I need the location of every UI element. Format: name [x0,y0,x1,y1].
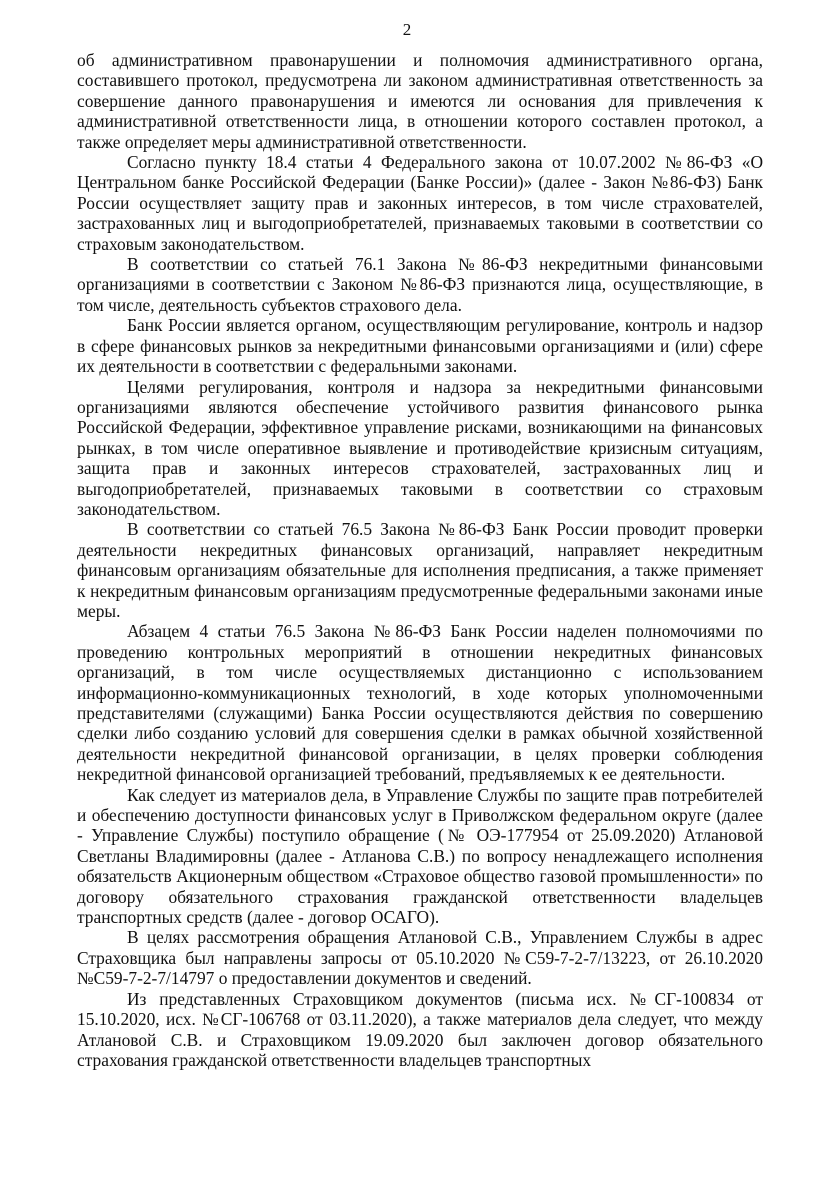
paragraph-truncated: Из представленных Страховщиком документов (письма исх. №СГ-100834 от 15.10.2020, исх. №СГ-106768 от 03.11.2020), а также материалов дела следует, что между Атлановой С.В. и Страховщиком 19.09.2020 был заключен договор обязательного страхования гражданской ответственности владельцев транспортных [77,988,763,1070]
paragraph: В соответствии со статьей 76.5 Закона №86-ФЗ Банк России проводит проверки деятельности некредитных финансовых организаций, направляет некредитным финансовым организациям обязательные для исполнения предписания, а также применяет к некредитным финансовым организациям предусмотренные федеральными законами иные меры. [77,519,763,621]
paragraph-continuation: об административном правонарушении и полномочия административного органа, составившего протокол, предусмотрена ли законом административная ответственность за совершение данного правонарушения и имеются ли основания для привлечения к административной ответственности лица, в отношении которого составлен протокол, а также определяет меры административной ответственности. [77,50,763,152]
paragraph: В соответствии со статьей 76.1 Закона №86-ФЗ некредитными финансовыми организациями в соответствии с Законом №86-ФЗ признаются лица, осуществляющие, в том числе, деятельность субъектов страхового дела. [77,254,763,315]
paragraph: Банк России является органом, осуществляющим регулирование, контроль и надзор в сфере финансовых рынков за некредитными финансовыми организациями и (или) сфере их деятельности в соответствии с федеральными законами. [77,315,763,377]
document-body [77,50,763,1070]
paragraph: Абзацем 4 статьи 76.5 Закона №86-ФЗ Банк России наделен полномочиями по проведению контрольных мероприятий в отношении некредитных финансовых организаций, в том числе осуществляемых дистанционно с использованием информационно-коммуникационных технологий, в ходе которых уполномоченными представителями (служащими) Банка России осуществляются действия по совершению сделки либо созданию условий для совершения сделки в рамках обычной хозяйственной деятельности некредитной финансовой организации, в целях проверки соблюдения некредитной финансовой организацией требований, предъявляемых к ее деятельности. [77,621,763,785]
paragraph: Согласно пункту 18.4 статьи 4 Федерального закона от 10.07.2002 №86-ФЗ «О Центральном банке Российской Федерации (Банке России)» (далее - Закон №86-ФЗ) Банк России осуществляет защиту прав и законных интересов, в том числе страхователей, застрахованных лиц и выгодоприобретателей, признаваемых таковыми в соответствии со страховым законодательством. [77,152,763,254]
paragraph: Целями регулирования, контроля и надзора за некредитными финансовыми организациями являются обеспечение устойчивого развития финансового рынка Российской Федерации, эффективное управление рисками, возникающими на финансовых рынках, в том числе оперативное выявление и противодействие кризисным ситуациям, защита прав и законных интересов страхователей, застрахованных лиц и выгодоприобретателей, признаваемых таковыми в соответствии со страховым законодательством. [77,376,763,519]
page-number: 2 [402,20,412,39]
paragraph: В целях рассмотрения обращения Атлановой С.В., Управлением Службы в адрес Страховщика был направлены запросы от 05.10.2020 №С59-7-2-7/13223, от 26.10.2020 №С59-7-2-7/14797 о предоставлении документов и сведений. [77,927,763,989]
paragraph: Как следует из материалов дела, в Управление Службы по защите прав потребителей и обеспечению доступности финансовых услуг в Приволжском федеральном округе (далее - Управление Службы) поступило обращение (№ ОЭ-177954 от 25.09.2020) Атлановой Светланы Владимировны (далее - Атланова С.В.) по вопросу ненадлежащего исполнения обязательств Акционерным обществом «Страховое общество газовой промышленности» по договору обязательного страхования гражданской ответственности владельцев транспортных средств (далее - договор ОСАГО). [77,784,763,928]
